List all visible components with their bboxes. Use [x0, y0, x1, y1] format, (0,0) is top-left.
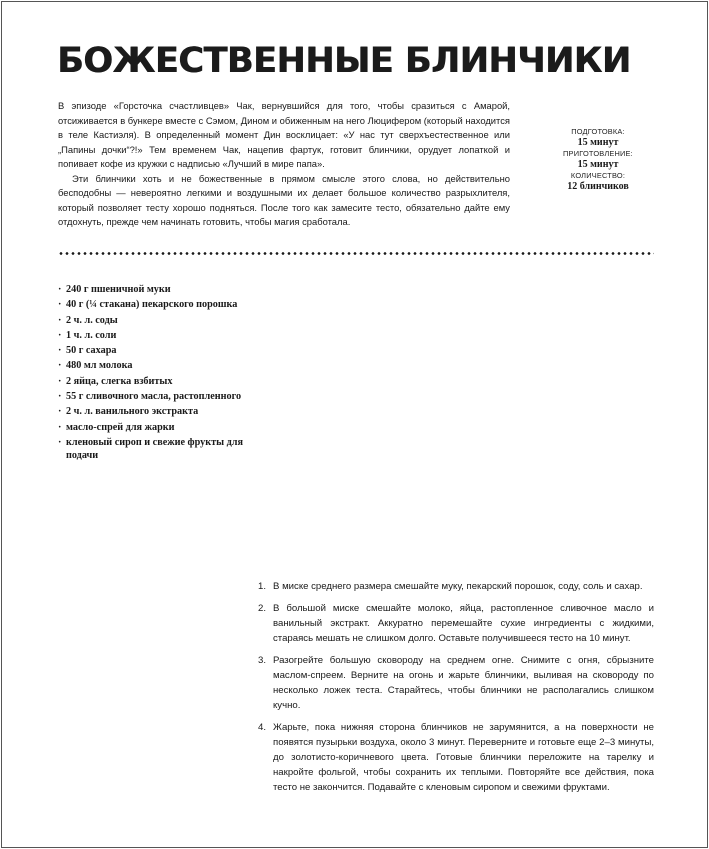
recipe-meta [548, 127, 648, 193]
ingredients-list [58, 283, 248, 464]
step-number: 4. [258, 722, 267, 733]
step-number: 2. [258, 603, 267, 614]
step-text: Разогрейте большую сковороду на среднем огне. Снимите с огня, сбрызните маслом-спреем. Верните на огонь и жарьте блинчики, выливая на сковороду по несколько ложек теста. Старайтесь, чтобы блинчики не располагались слишком кучно. [273, 655, 654, 711]
ingredient-item: · 2 яйца, слегка взбитых [58, 375, 248, 388]
ingredient-item: · масло-спрей для жарки [58, 421, 248, 434]
recipe-title: БОЖЕСТВЕННЫЕ БЛИНЧИКИ [57, 41, 631, 81]
ingredient-item: · 40 г (¼ стакана) пекарского порошка [58, 298, 248, 311]
cook-label: ПРИГОТОВЛЕНИЕ: [563, 149, 633, 158]
step-item [258, 653, 654, 713]
ingredient-item: · 55 г сливочного масла, растопленного [58, 390, 248, 403]
step-item [258, 601, 654, 646]
step-item [258, 720, 654, 795]
step-number: 1. [258, 581, 267, 592]
method-steps [258, 579, 654, 802]
intro-paragraph: В эпизоде «Горсточка счастливцев» Чак, вернувшийся для того, чтобы сразиться с Амарой, отсиживается в бункере вместе с Сэмом, Дином и обиженным на него Люцифером (который находится в теле Кастиэля). В определенный момент Дин восклицает: «У нас тут сверхъестественное или „Папины дочки“?!» Тем временем Чак, нацепив фартук, готовит блинчики, орудует лопаткой и попивает кофе из кружки с надписью «Лучший в мире папа». [58, 100, 510, 169]
intro-text [58, 99, 510, 230]
ingredient-item: · 240 г пшеничной муки [58, 283, 248, 296]
yield-label: КОЛИЧЕСТВО: [570, 171, 626, 180]
cook-value: 15 минут [577, 159, 619, 170]
yield-value: 12 блинчиков [567, 181, 629, 192]
ingredient-item: · 50 г сахара [58, 344, 248, 357]
dotted-divider [58, 252, 654, 255]
ingredient-item: · 2 ч. л. соды [58, 314, 248, 327]
ingredient-item: · 480 мл молока [58, 359, 248, 372]
prep-value: 15 минут [577, 137, 619, 148]
step-text: Жарьте, пока нижняя сторона блинчиков не зарумянится, а на поверхности не появятся пузырьки воздуха, около 3 минут. Переверните и готовьте еще 2–3 минуты, до золотисто-коричневого цвета. Готовые блинчики переложите на тарелку и накройте фольгой, чтобы сохранить их теплыми. Повторяйте все действия, пока тесто не закончится. Подавайте с кленовым сиропом и свежими фруктами. [273, 722, 654, 793]
step-number: 3. [258, 655, 267, 666]
ingredient-item: · кленовый сироп и свежие фрукты для подачи [58, 436, 248, 462]
ingredient-item: · 2 ч. л. ванильного экстракта [58, 405, 248, 418]
intro-paragraph: Эти блинчики хоть и не божественные в прямом смысле этого слова, но действительно бесподобны — невероятно легкими и воздушными их делает большое количество разрыхлителя, который позволяет тесту хорошо подняться. После того как замесите тесто, обязательно дайте ему отдохнуть, прежде чем начинать готовить, чтобы магия сработала. [58, 172, 510, 227]
step-text: В миске среднего размера смешайте муку, пекарский порошок, соду, соль и сахар. [273, 581, 643, 592]
step-text: В большой миске смешайте молоко, яйца, растопленное сливочное масло и ванильный экстракт. Аккуратно перемешайте сухие ингредиенты с жидкими, стараясь мешать не слишком долго. Оставьте получившееся тесто на 10 минут. [273, 603, 654, 644]
prep-label: ПОДГОТОВКА: [571, 127, 625, 136]
ingredient-item: · 1 ч. л. соли [58, 329, 248, 342]
step-item [258, 579, 654, 594]
